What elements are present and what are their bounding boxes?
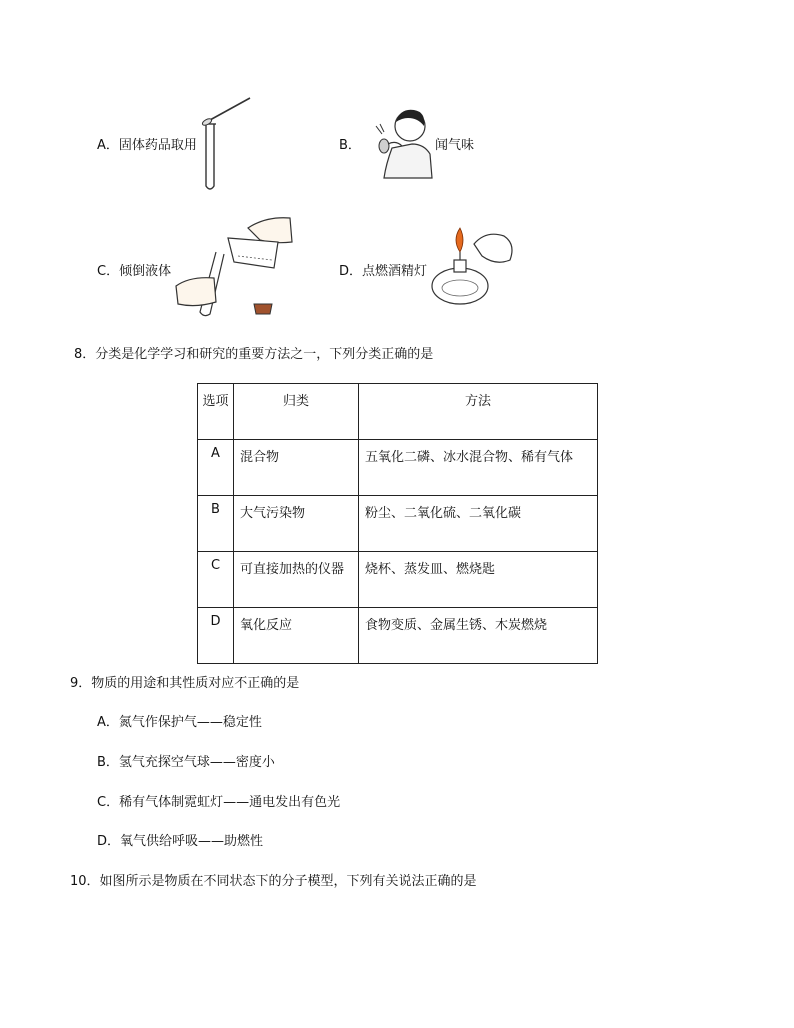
table-cell: B (198, 496, 234, 552)
table-cell: 烧杯、蒸发皿、燃烧匙 (359, 552, 598, 608)
table-cell: 粉尘、二氧化硫、二氧化碳 (359, 496, 598, 552)
header-method: 方法 (359, 384, 598, 440)
option-b-label: B． (339, 138, 361, 153)
header-option: 选项 (198, 384, 234, 440)
table-header-row (198, 384, 598, 440)
table-row (198, 552, 598, 608)
table-cell: C (198, 552, 234, 608)
lighting-alcohol-lamp-icon (430, 222, 522, 310)
q9-option-b: B．氢气充探空气球——密度小 (97, 755, 275, 770)
q9-option-d: D．氧气供给呼吸——助燃性 (97, 834, 264, 849)
q9-option-c: C．稀有气体制霓虹灯——通电发出有色光 (97, 795, 341, 810)
option-c-label: C．倾倒液体 (97, 264, 172, 279)
test-tube-with-spoon-icon (196, 92, 260, 194)
question-10: 10．如图所示是物质在不同状态下的分子模型，下列有关说法正确的是 (70, 874, 477, 889)
table-cell: 五氧化二磷、冰水混合物、稀有气体 (359, 440, 598, 496)
option-a-label: A．固体药品取用 (97, 138, 197, 153)
table-cell: D (198, 608, 234, 664)
pouring-liquid-icon (174, 212, 298, 324)
table-row (198, 496, 598, 552)
classification-table (197, 383, 598, 664)
table-cell: A (198, 440, 234, 496)
boy-smelling-bottle-icon (372, 104, 434, 178)
question-9: 9．物质的用途和其性质对应不正确的是 (70, 676, 300, 691)
table-cell: 大气污染物 (234, 496, 359, 552)
table-row (198, 440, 598, 496)
table-cell: 氧化反应 (234, 608, 359, 664)
table-cell: 食物变质、金属生锈、木炭燃烧 (359, 608, 598, 664)
table-cell: 可直接加热的仪器 (234, 552, 359, 608)
option-d-label: D．点燃酒精灯 (339, 264, 428, 279)
q9-option-a: A．氮气作保护气——稳定性 (97, 715, 262, 730)
question-8: 8．分类是化学学习和研究的重要方法之一，下列分类正确的是 (74, 347, 434, 362)
header-category: 归类 (234, 384, 359, 440)
table-row (198, 608, 598, 664)
table-cell: 混合物 (234, 440, 359, 496)
option-b-caption: 闻气味 (435, 138, 475, 153)
